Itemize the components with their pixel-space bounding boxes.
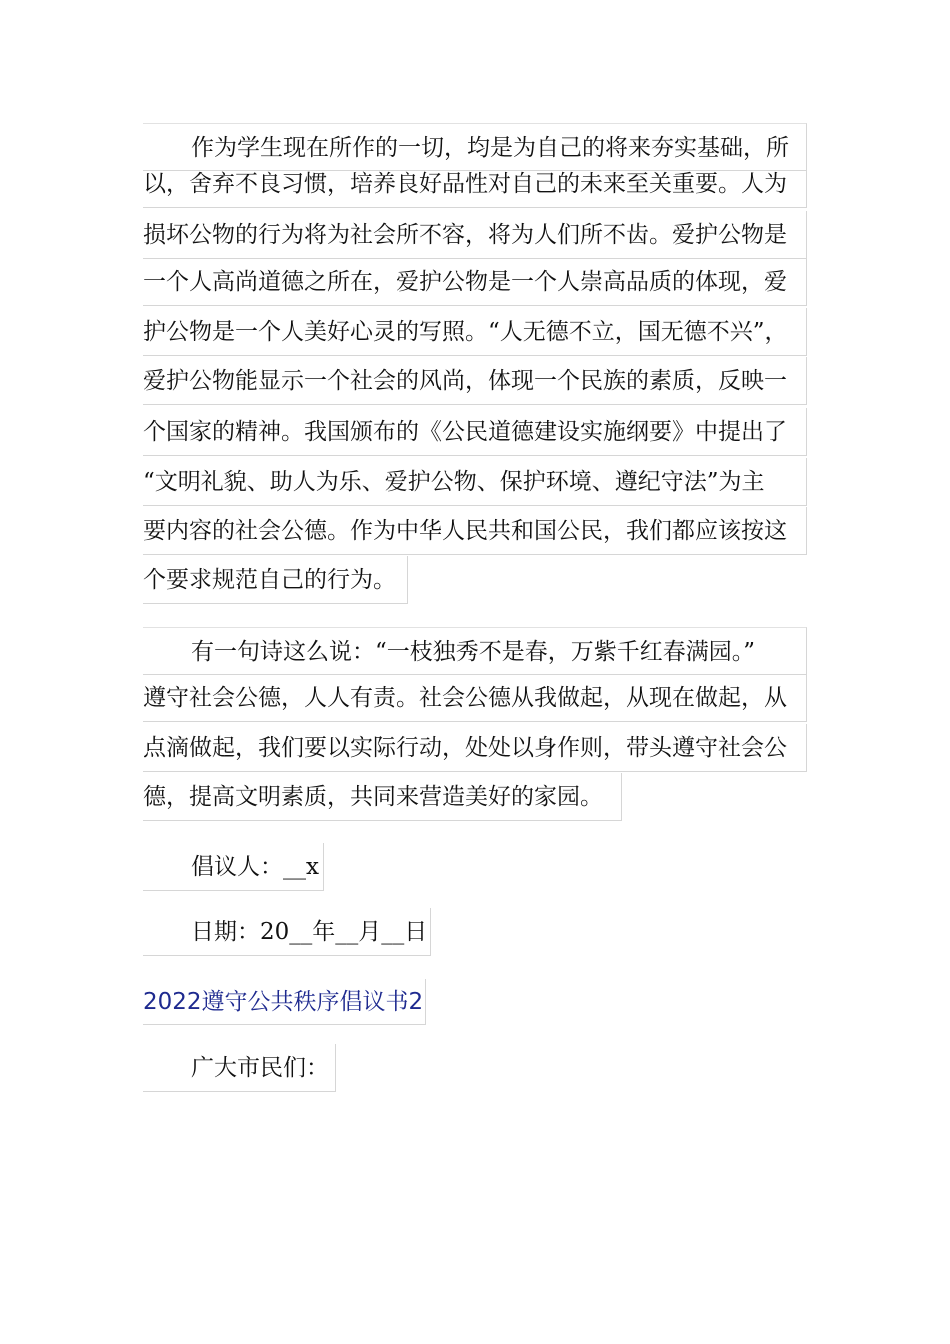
paragraph-line: 要内容的社会公德。作为中华人民共和国公民，我们都应该按这 [143, 507, 807, 555]
paragraph-line: 爱护公物能显示一个社会的风尚，体现一个民族的素质，反映一 [143, 357, 807, 405]
paragraph-line: 个国家的精神。我国颁布的《公民道德建设实施纲要》中提出了 [143, 408, 807, 456]
proposer-line: 倡议人：__x [143, 843, 324, 891]
paragraph-line: 德，提高文明素质，共同来营造美好的家园。 [143, 773, 622, 821]
date-line: 日期：20__年__月__日 [143, 908, 431, 956]
salutation: 广大市民们： [143, 1044, 336, 1092]
paragraph-line: 作为学生现在所作的一切，均是为自己的将来夯实基础，所 [143, 123, 807, 171]
paragraph-line: 一个人高尚道德之所在，爱护公物是一个人崇高品质的体现，爱 [143, 258, 807, 306]
paragraph-line: 点滴做起，我们要以实际行动，处处以身作则，带头遵守社会公 [143, 724, 807, 772]
paragraph-line: 个要求规范自己的行为。 [143, 556, 408, 604]
paragraph-line: “文明礼貌、助人为乐、爱护公物、保护环境、遵纪守法”为主 [143, 458, 807, 506]
section-heading: 2022遵守公共秩序倡议书2 [143, 979, 426, 1025]
paragraph-line: 以，舍弃不良习惯，培养良好品性对自己的未来至关重要。人为 [143, 160, 807, 208]
paragraph-line: 遵守社会公德，人人有责。社会公德从我做起，从现在做起，从 [143, 674, 807, 722]
paragraph-line: 有一句诗这么说：“一枝独秀不是春，万紫千红春满园。” [143, 627, 807, 675]
paragraph-line: 损坏公物的行为将为社会所不容，将为人们所不齿。爱护公物是 [143, 211, 807, 259]
paragraph-line: 护公物是一个人美好心灵的写照。“人无德不立，国无德不兴”， [143, 308, 807, 356]
